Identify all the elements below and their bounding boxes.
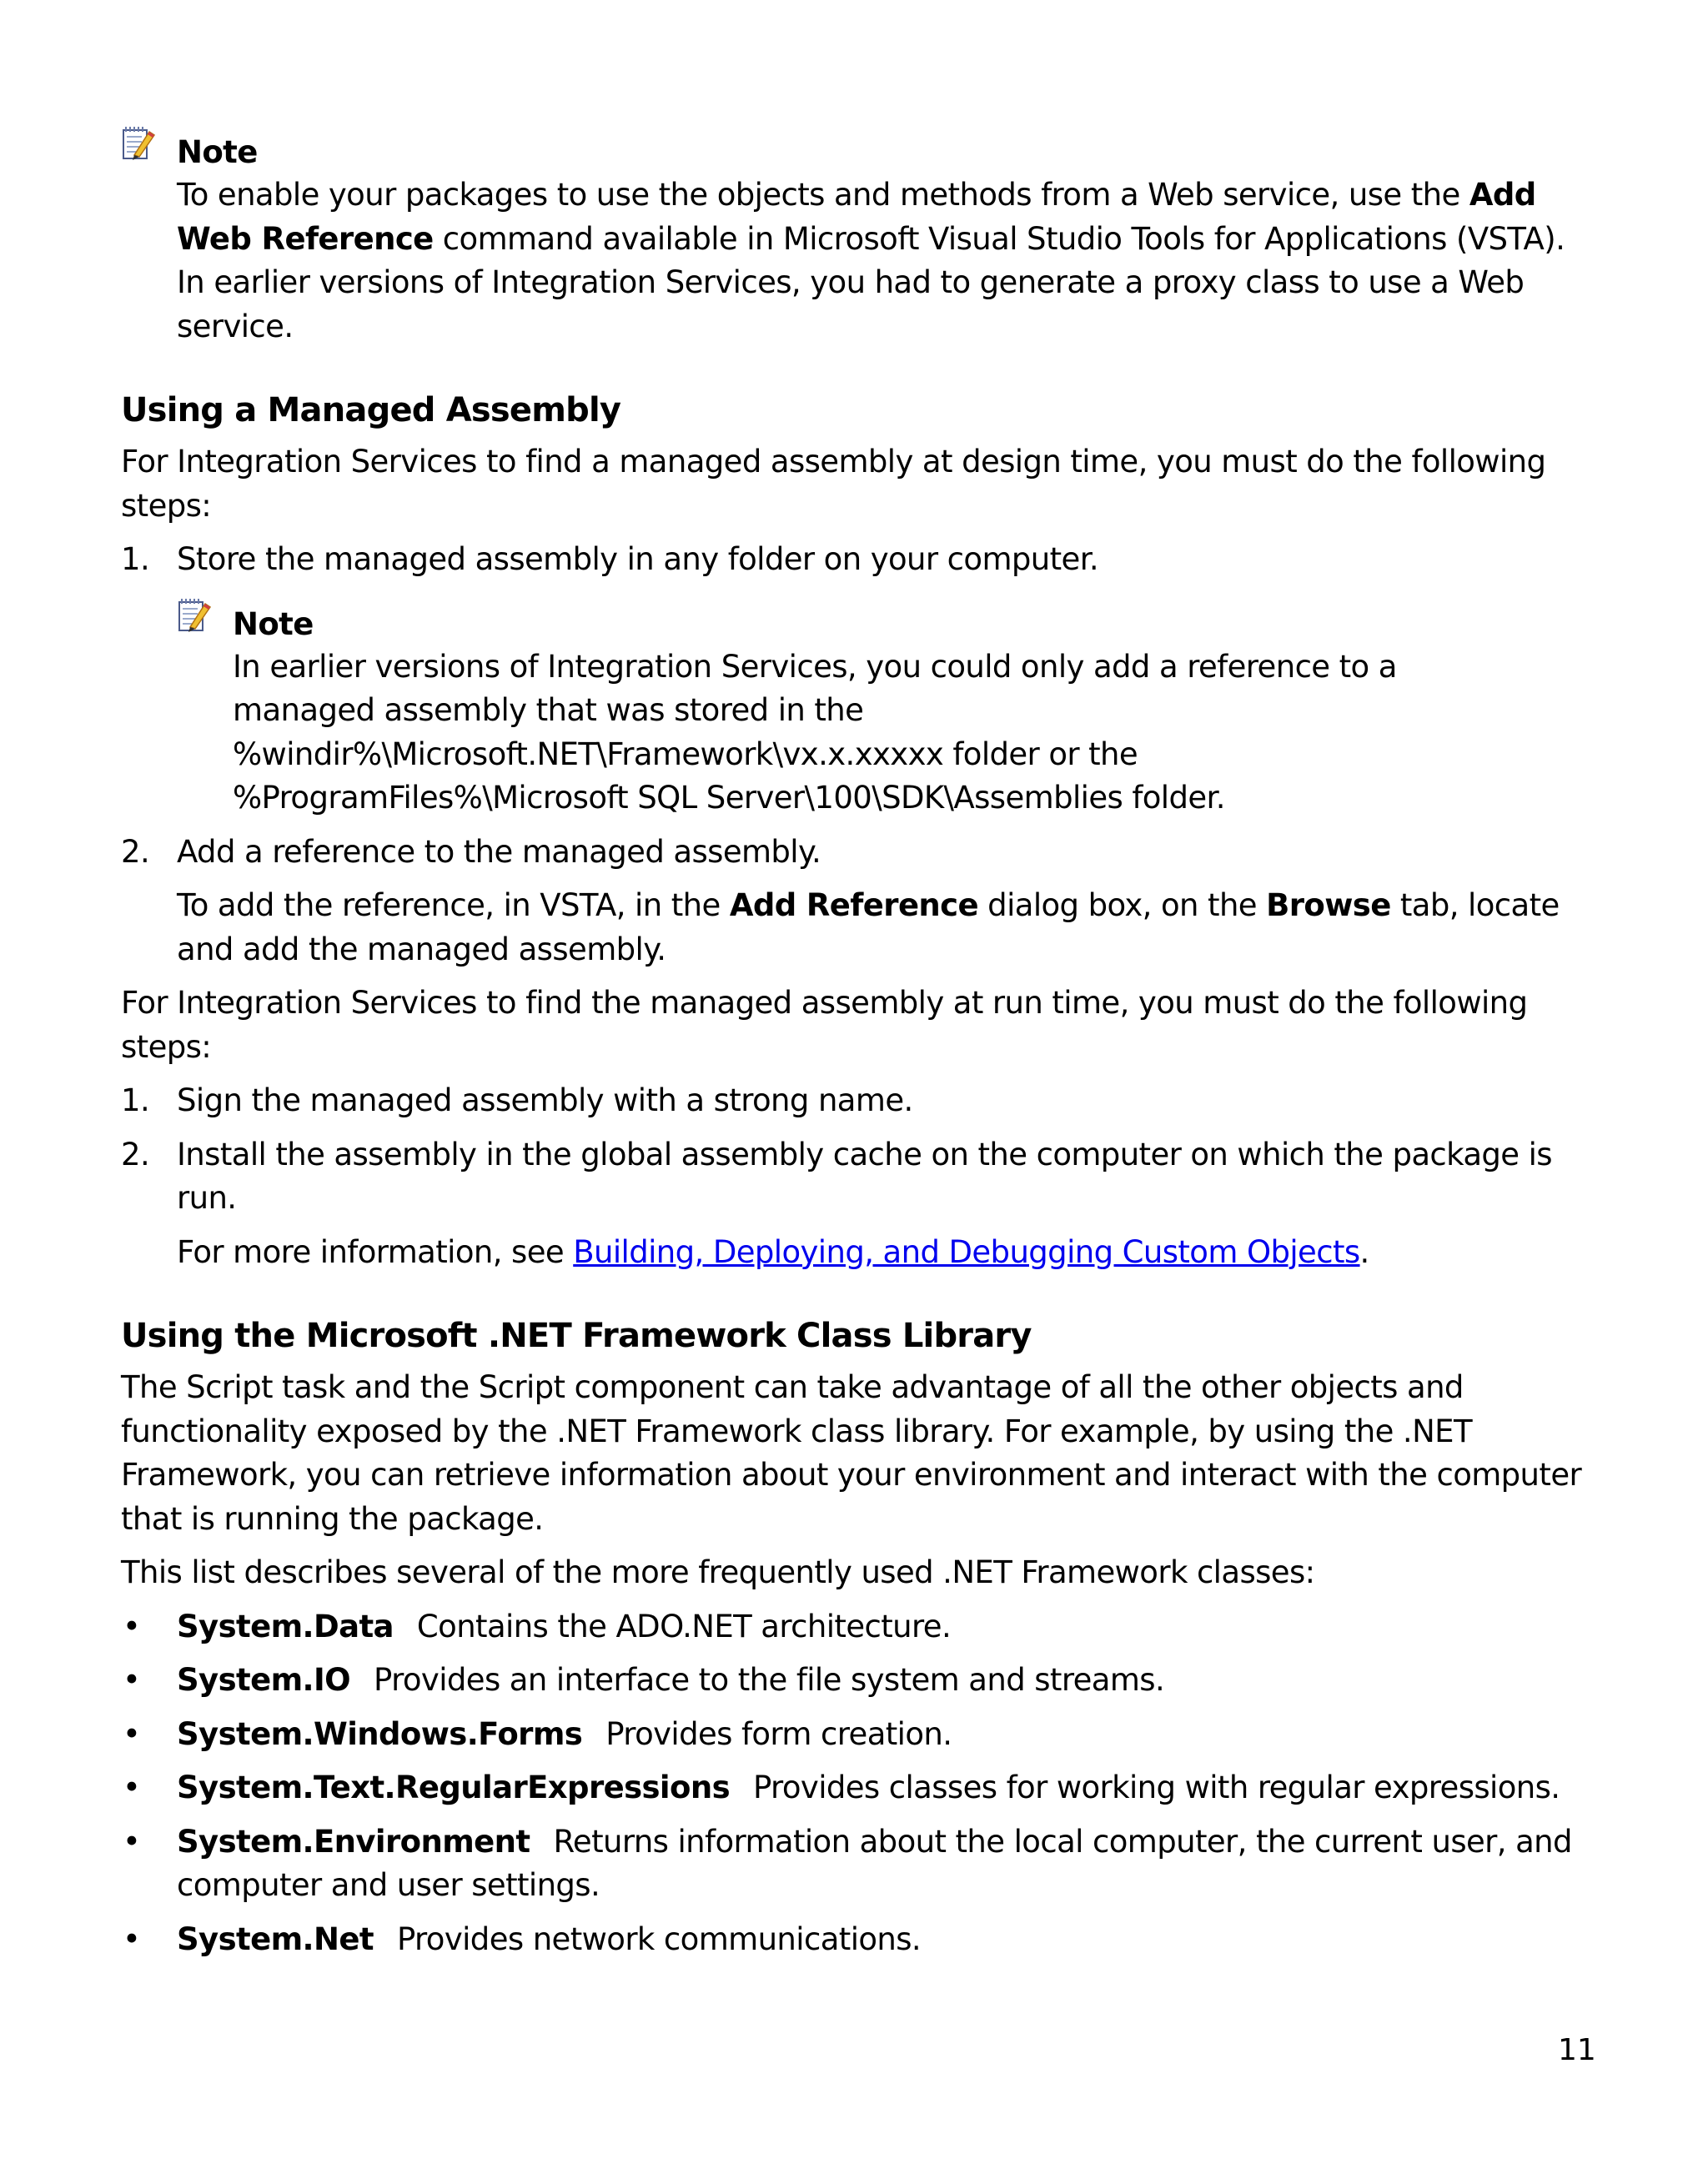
class-name: System.Text.RegularExpressions bbox=[177, 1770, 730, 1805]
class-description: Returns information about the local computer, the current user, and computer and user settings. bbox=[177, 1823, 1572, 1903]
link-building-deploying-debugging[interactable]: Building, Deploying, and Debugging Custom Objects bbox=[573, 1233, 1360, 1270]
class-name: System.Data bbox=[177, 1608, 394, 1644]
bullet-icon: • bbox=[123, 1608, 141, 1644]
section-heading-framework-class-library: Using the Microsoft .NET Framework Class Library bbox=[121, 1317, 1032, 1355]
class-list-intro: This list describes several of the more frequently used .NET Framework classes: bbox=[121, 1554, 1315, 1590]
design-time-intro: For Integration Services to find a managed assembly at design time, you must do the following steps: bbox=[121, 444, 1546, 524]
list-item bbox=[121, 1766, 1589, 1810]
nested-note-callout bbox=[177, 597, 1589, 821]
run-step-2 bbox=[121, 1133, 1589, 1221]
framework-paragraph: The Script task and the Script component can take advantage of all the other objects and functionality exposed by the .NET Framework class library. For example, by using the .NET Framework, you can retrieve information about your environment and interact with the computer that is running the package. bbox=[121, 1369, 1582, 1537]
design-step-1 bbox=[121, 538, 1589, 582]
step-number: 2. bbox=[121, 1136, 150, 1172]
note-pencil-icon bbox=[177, 597, 212, 634]
step-number: 1. bbox=[121, 541, 150, 577]
step-text: Install the assembly in the global assembly cache on the computer on which the package is run. bbox=[177, 1136, 1552, 1216]
ui-term-browse: Browse bbox=[1266, 887, 1391, 923]
document-page bbox=[121, 125, 1589, 1961]
more-info bbox=[121, 1231, 1589, 1275]
step-text: Add a reference to the managed assembly. bbox=[177, 833, 821, 870]
note-text-line: In earlier versions of Integration Services, you could only add a reference to a managed assembly that was stored in the bbox=[233, 648, 1397, 728]
bullet-icon: • bbox=[123, 1823, 141, 1860]
note-pencil-icon bbox=[121, 125, 156, 162]
class-name: System.Environment bbox=[177, 1823, 530, 1860]
class-description: Provides form creation. bbox=[605, 1715, 952, 1752]
step-number: 2. bbox=[121, 833, 150, 870]
class-description: Contains the ADO.NET architecture. bbox=[416, 1608, 952, 1644]
page-number: 11 bbox=[1558, 2033, 1596, 2067]
class-list bbox=[121, 1605, 1589, 1962]
list-item bbox=[121, 1713, 1589, 1757]
ui-term-add-web-reference: Add Web Reference bbox=[177, 177, 1536, 257]
bullet-icon: • bbox=[123, 1662, 141, 1698]
note-path-programfiles: %ProgramFiles%\Microsoft SQL Server\100\SDK\Assemblies folder. bbox=[233, 780, 1225, 816]
ui-term-add-reference: Add Reference bbox=[729, 887, 979, 923]
bullet-icon: • bbox=[123, 1770, 141, 1805]
class-description: Provides network communications. bbox=[396, 1920, 922, 1957]
step-text: Store the managed assembly in any folder on your computer. bbox=[177, 541, 1099, 577]
class-description: Provides an interface to the file system and streams. bbox=[374, 1662, 1165, 1698]
class-name: System.Windows.Forms bbox=[177, 1715, 583, 1752]
detail-text-part: To add the reference, in VSTA, in the bbox=[177, 887, 730, 923]
list-item bbox=[121, 1820, 1589, 1908]
section-heading-managed-assembly: Using a Managed Assembly bbox=[121, 391, 621, 429]
class-name: System.IO bbox=[177, 1662, 351, 1698]
note-text-part: To enable your packages to use the objects and methods from a Web service, use the bbox=[177, 177, 1469, 213]
detail-text-part: dialog box, on the bbox=[978, 887, 1267, 923]
note-heading: Note bbox=[233, 605, 314, 642]
note-path-windir: %windir%\Microsoft.NET\Framework\vx.x.xxxxx folder or the bbox=[233, 736, 1138, 772]
step-text: Sign the managed assembly with a strong name. bbox=[177, 1082, 913, 1118]
note-heading: Note bbox=[177, 134, 258, 170]
class-description: Provides classes for working with regular expressions. bbox=[753, 1770, 1560, 1805]
bullet-icon: • bbox=[123, 1920, 141, 1957]
bullet-icon: • bbox=[123, 1715, 141, 1752]
step-number: 1. bbox=[121, 1082, 150, 1118]
note-text bbox=[177, 173, 1589, 349]
more-info-suffix: . bbox=[1359, 1233, 1369, 1270]
run-step-1 bbox=[121, 1079, 1589, 1123]
list-item bbox=[121, 1659, 1589, 1703]
class-name: System.Net bbox=[177, 1920, 374, 1957]
note-text-part: command available in Microsoft Visual Studio Tools for Applications (VSTA). In earlier versions of Integration Services, you had to generate a proxy class to use a Web service. bbox=[177, 220, 1565, 344]
list-item bbox=[121, 1605, 1589, 1649]
list-item bbox=[121, 1918, 1589, 1962]
run-time-intro: For Integration Services to find the managed assembly at run time, you must do the following steps: bbox=[121, 985, 1528, 1065]
design-step-2 bbox=[121, 831, 1589, 875]
more-info-prefix: For more information, see bbox=[177, 1233, 574, 1270]
note-callout bbox=[121, 125, 1589, 349]
step-2-detail bbox=[121, 884, 1589, 972]
detail-text-part: tab, locate and add the managed assembly. bbox=[177, 887, 1560, 967]
